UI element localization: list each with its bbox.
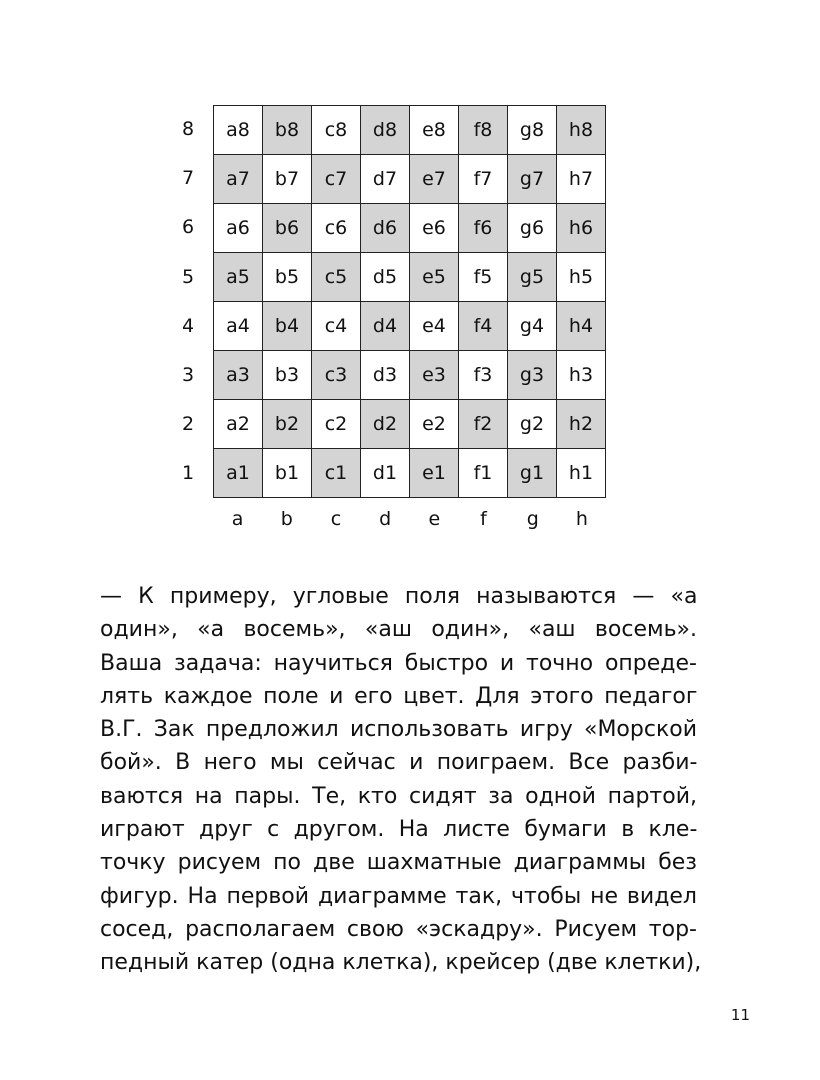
board-rank-row — [214, 253, 606, 302]
board-square-c3: c3 — [312, 351, 361, 400]
board-square-f8: f8 — [459, 106, 508, 155]
board-square-a7: a7 — [214, 155, 263, 204]
rank-labels — [168, 105, 208, 499]
board-square-g3: g3 — [508, 351, 557, 400]
rank-label-3: 3 — [181, 363, 195, 386]
board-rank-row — [214, 204, 606, 253]
file-label-a: a — [231, 508, 244, 530]
board-square-b3: b3 — [263, 351, 312, 400]
board-square-g5: g5 — [508, 253, 557, 302]
board-square-h3: h3 — [557, 351, 606, 400]
board-square-e3: e3 — [410, 351, 459, 400]
board-rank-row — [214, 400, 606, 449]
board-square-f4: f4 — [459, 302, 508, 351]
board-square-c5: c5 — [312, 253, 361, 302]
board-square-d7: d7 — [361, 155, 410, 204]
board-square-f6: f6 — [459, 204, 508, 253]
board-square-d1: d1 — [361, 449, 410, 498]
board-square-a4: a4 — [214, 302, 263, 351]
rank-label-4: 4 — [181, 314, 195, 337]
board-square-h8: h8 — [557, 106, 606, 155]
text-line: В.Г. Зак предложил использовать игру «Морской — [100, 717, 697, 743]
board-square-e6: e6 — [410, 204, 459, 253]
board-square-f3: f3 — [459, 351, 508, 400]
board-square-f1: f1 — [459, 449, 508, 498]
text-line: Ваша задача: научиться быстро и точно опреде- — [100, 650, 697, 676]
board-square-b4: b4 — [263, 302, 312, 351]
file-label-e: e — [428, 508, 441, 530]
board-square-d8: d8 — [361, 106, 410, 155]
text-line: точку рисуем по две шахматные диаграммы без — [100, 850, 697, 876]
board-square-h4: h4 — [557, 302, 606, 351]
chess-board-body — [214, 106, 606, 498]
file-labels — [213, 508, 607, 530]
board-square-g2: g2 — [508, 400, 557, 449]
board-square-b6: b6 — [263, 204, 312, 253]
file-label-h: h — [575, 508, 588, 530]
file-label-d: d — [379, 508, 392, 530]
file-label-c: c — [330, 508, 342, 530]
board-square-g6: g6 — [508, 204, 557, 253]
rank-label-7: 7 — [181, 167, 195, 190]
board-square-g1: g1 — [508, 449, 557, 498]
page-number: 11 — [730, 1006, 750, 1024]
board-square-e7: e7 — [410, 155, 459, 204]
board-square-b5: b5 — [263, 253, 312, 302]
board-square-e1: e1 — [410, 449, 459, 498]
text-line: фигур. На первой диаграмме так, чтобы не видел — [100, 883, 697, 909]
board-square-e5: e5 — [410, 253, 459, 302]
board-square-e8: e8 — [410, 106, 459, 155]
board-square-g7: g7 — [508, 155, 557, 204]
rank-label-6: 6 — [181, 216, 195, 239]
board-square-h2: h2 — [557, 400, 606, 449]
text-line: один», «а восемь», «аш один», «аш восемь». — [100, 617, 697, 643]
board-square-a8: a8 — [214, 106, 263, 155]
board-square-c8: c8 — [312, 106, 361, 155]
rank-label-5: 5 — [181, 265, 195, 288]
board-square-g4: g4 — [508, 302, 557, 351]
file-label-b: b — [280, 508, 293, 530]
board-square-g8: g8 — [508, 106, 557, 155]
board-rank-row — [214, 155, 606, 204]
board-square-d3: d3 — [361, 351, 410, 400]
board-square-f5: f5 — [459, 253, 508, 302]
board-square-d6: d6 — [361, 204, 410, 253]
text-line: лять каждое поле и его цвет. Для этого педагог — [100, 683, 698, 709]
rank-label-1: 1 — [181, 462, 195, 485]
board-square-e4: e4 — [410, 302, 459, 351]
board-rank-row — [214, 351, 606, 400]
file-label-f: f — [480, 508, 487, 530]
text-line: сосед, располагаем свою «эскадру». Рисуем тор- — [100, 916, 697, 942]
board-square-b8: b8 — [263, 106, 312, 155]
board-square-b7: b7 — [263, 155, 312, 204]
board-square-f2: f2 — [459, 400, 508, 449]
board-square-c6: c6 — [312, 204, 361, 253]
board-square-b1: b1 — [263, 449, 312, 498]
rank-label-8: 8 — [181, 118, 195, 140]
board-square-a1: a1 — [214, 449, 263, 498]
board-square-c4: c4 — [312, 302, 361, 351]
board-square-e2: e2 — [410, 400, 459, 449]
text-line: бой». В него мы сейчас и поиграем. Все разби- — [100, 750, 698, 776]
board-rank-row — [214, 106, 606, 155]
board-square-d4: d4 — [361, 302, 410, 351]
board-square-c1: c1 — [312, 449, 361, 498]
rank-label-2: 2 — [181, 413, 195, 436]
board-square-f7: f7 — [459, 155, 508, 204]
board-square-a5: a5 — [214, 253, 263, 302]
board-rank-row — [214, 302, 606, 351]
board-square-a2: a2 — [214, 400, 263, 449]
body-paragraph — [100, 580, 702, 980]
board-square-c7: c7 — [312, 155, 361, 204]
board-rank-row — [214, 449, 606, 498]
text-line: ваются на пары. Те, кто сидят за одной партой, — [100, 783, 697, 809]
board-square-h6: h6 — [557, 204, 606, 253]
chess-board-diagram — [213, 105, 606, 498]
text-line: играют друг с другом. На листе бумаги в кле- — [100, 817, 698, 843]
text-line: педный катер (одна клетка), крейсер (две клетки), — [100, 950, 702, 976]
file-label-g: g — [526, 508, 539, 530]
board-square-a3: a3 — [214, 351, 263, 400]
text-line: — К примеру, угловые поля называются — «а — [100, 584, 698, 609]
board-square-h7: h7 — [557, 155, 606, 204]
board-square-c2: c2 — [312, 400, 361, 449]
board-square-b2: b2 — [263, 400, 312, 449]
board-square-h5: h5 — [557, 253, 606, 302]
board-square-h1: h1 — [557, 449, 606, 498]
board-square-d5: d5 — [361, 253, 410, 302]
board-square-d2: d2 — [361, 400, 410, 449]
board-square-a6: a6 — [214, 204, 263, 253]
